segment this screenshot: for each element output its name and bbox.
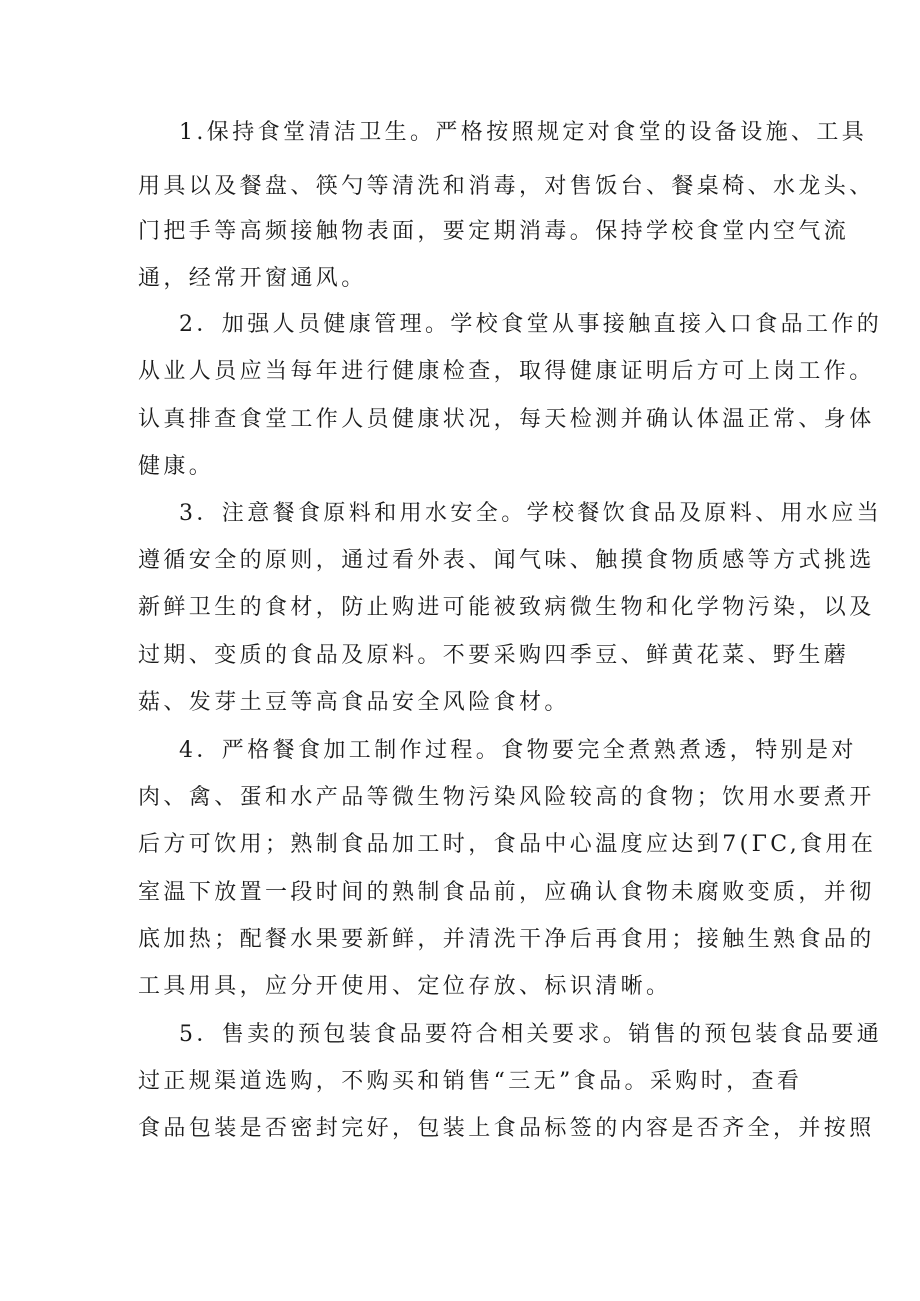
paragraph-3-line-2: 遵循安全的原则，通过看外表、闻气味、触摸食物质感等方式挑选	[138, 548, 875, 573]
paragraph-1-line-2: 用具以及餐盘、筷勺等清洗和消毒，对售饭台、餐桌椅、水龙头、	[138, 174, 875, 199]
paragraph-4-line-3: 后方可饮用；熟制食品加工时，食品中心温度应达到7(ΓC,食用在	[138, 832, 877, 857]
paragraph-1-line-3: 门把手等高频接触物表面，要定期消毒。保持学校食堂内空气流	[138, 219, 850, 244]
paragraph-2-line-2: 从业人员应当每年进行健康检查，取得健康证明后方可上岗工作。	[138, 359, 875, 384]
paragraph-4-line-6: 工具用具，应分开使用、定位存放、标识清晰。	[138, 974, 672, 999]
paragraph-4-line-2: 肉、禽、蛋和水产品等微生物污染风险较高的食物；饮用水要煮开	[138, 785, 875, 810]
paragraph-3-line-3: 新鲜卫生的食材，防止购进可能被致病微生物和化学物污染，以及	[138, 595, 875, 620]
paragraph-5-line-3: 食品包装是否密封完好，包装上食品标签的内容是否齐全，并按照	[138, 1116, 875, 1141]
paragraph-3-line-1: 3．注意餐食原料和用水安全。学校餐饮食品及原料、用水应当	[179, 501, 883, 526]
paragraph-4-line-4: 室温下放置一段时间的熟制食品前，应确认食物未腐败变质，并彻	[138, 880, 875, 905]
paragraph-2-line-1: 2．加强人员健康管理。学校食堂从事接触直接入口食品工作的	[179, 312, 883, 337]
paragraph-1-line-4: 通，经常开窗通风。	[138, 266, 367, 291]
paragraph-5-line-1: 5．售卖的预包装食品要符合相关要求。销售的预包装食品要通	[179, 1022, 883, 1047]
paragraph-2-line-3: 认真排查食堂工作人员健康状况，每天检测并确认体温正常、身体	[138, 407, 875, 432]
paragraph-4-line-1: 4．严格餐食加工制作过程。食物要完全煮熟煮透，特别是对	[179, 738, 857, 763]
paragraph-4-line-5: 底加热；配餐水果要新鲜，并清洗干净后再食用；接触生熟食品的	[138, 927, 875, 952]
paragraph-5-line-2: 过正规渠道选购，不购买和销售“三无”食品。采购时，查看	[138, 1069, 803, 1094]
paragraph-2-line-4: 健康。	[138, 454, 215, 479]
paragraph-3-line-4: 过期、变质的食品及原料。不要采购四季豆、鲜黄花菜、野生蘑	[138, 643, 850, 668]
paragraph-1-line-1: 1.保持食堂清洁卫生。严格按照规定对食堂的设备设施、工具	[179, 120, 868, 145]
paragraph-3-line-5: 菇、发芽土豆等高食品安全风险食材。	[138, 690, 570, 715]
